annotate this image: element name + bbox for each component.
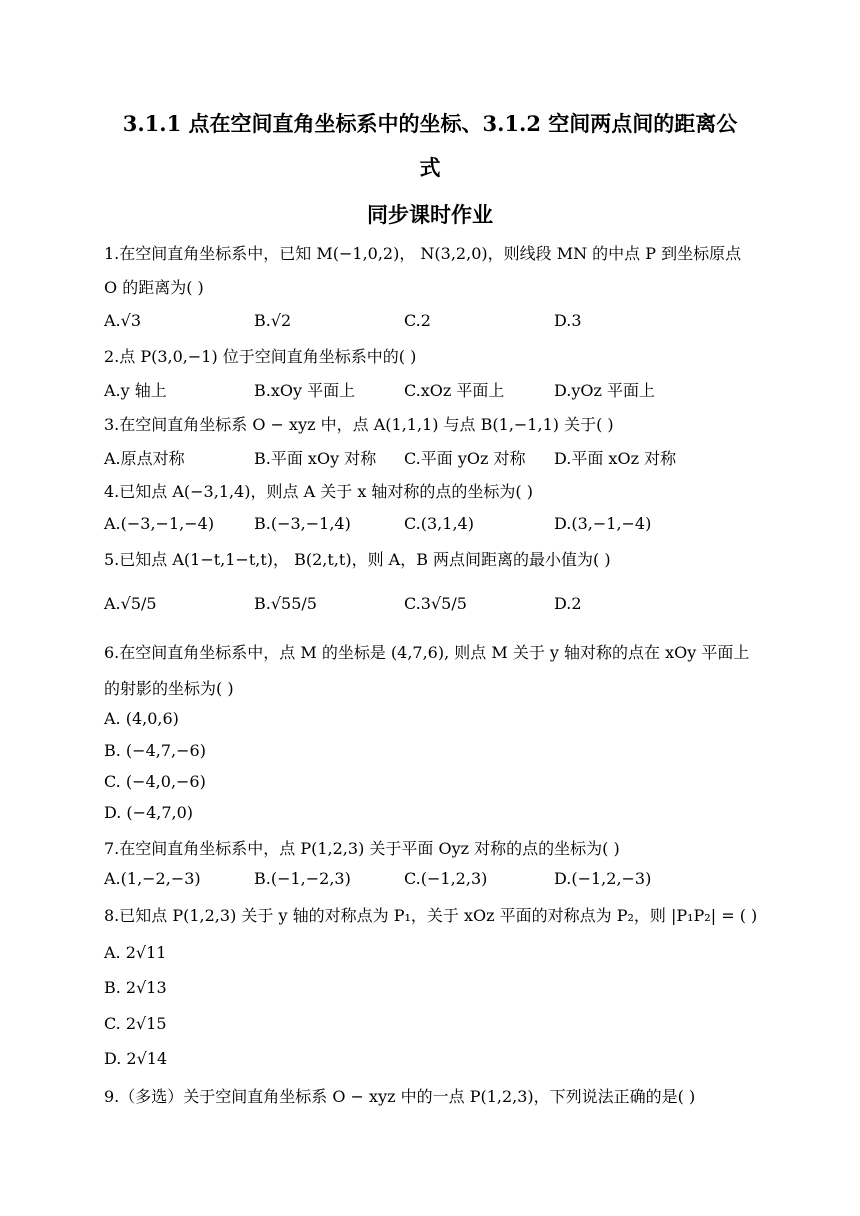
q6-option-a: A. (4,0,6)	[104, 709, 179, 728]
q3-option-b: B.平面 xOy 对称	[254, 449, 377, 468]
q7-stem: 7.在空间直角坐标系中，点 P(1,2,3) 关于平面 Oyz 对称的点的坐标为( )	[104, 839, 620, 858]
q7-option-b: B.(−1,−2,3)	[254, 869, 351, 888]
q1-option-d: D.3	[554, 311, 582, 330]
q1-option-b: B.√2	[254, 311, 292, 330]
q3-option-a: A.原点对称	[104, 449, 185, 468]
q2-stem: 2.点 P(3,0,−1) 位于空间直角坐标系中的( )	[104, 347, 417, 366]
q4-option-b: B.(−3,−1,4)	[254, 514, 351, 533]
q1-stem-line-1: 1.在空间直角坐标系中，已知 M(−1,0,2)， N(3,2,0)，则线段 MN 的中点 P 到坐标原点	[104, 244, 742, 263]
q5-option-d: D.2	[554, 594, 582, 613]
q4-option-a: A.(−3,−1,−4)	[104, 514, 215, 533]
q1-option-a: A.√3	[104, 311, 142, 330]
q4-option-d: D.(3,−1,−4)	[554, 514, 652, 533]
q6-option-d: D. (−4,7,0)	[104, 803, 194, 822]
q5-option-a: A.√5/5	[104, 594, 157, 613]
q8-stem: 8.已知点 P(1,2,3) 关于 y 轴的对称点为 P₁，关于 xOz 平面的对称点为 P₂，则 |P₁P₂| = ( )	[104, 906, 758, 925]
q7-option-c: C.(−1,2,3)	[404, 869, 488, 888]
q5-option-b: B.√55/5	[254, 594, 317, 613]
q6-stem-line-1: 6.在空间直角坐标系中，点 M 的坐标是 (4,7,6), 则点 M 关于 y 轴对称的点在 xOy 平面上	[104, 643, 750, 662]
q3-option-c: C.平面 yOz 对称	[404, 449, 526, 468]
subtitle: 同步课时作业	[367, 202, 493, 227]
q1-option-c: C.2	[404, 311, 431, 330]
q2-option-b: B.xOy 平面上	[254, 381, 356, 400]
q3-stem: 3.在空间直角坐标系 O − xyz 中，点 A(1,1,1) 与点 B(1,−1,1) 关于( )	[104, 415, 614, 434]
q7-option-d: D.(−1,2,−3)	[554, 869, 652, 888]
q9-stem: 9.（多选）关于空间直角坐标系 O − xyz 中的一点 P(1,2,3)，下列说法正确的是( )	[104, 1087, 696, 1106]
q7-option-a: A.(1,−2,−3)	[104, 869, 201, 888]
q6-stem-line-2: 的射影的坐标为( )	[104, 679, 234, 698]
title-line-1: 3.1.1 点在空间直角坐标系中的坐标、3.1.2 空间两点间的距离公	[122, 111, 738, 136]
q8-option-c: C. 2√15	[104, 1014, 167, 1033]
q5-option-c: C.3√5/5	[404, 594, 467, 613]
q2-option-a: A.y 轴上	[104, 381, 167, 400]
q1-stem-line-2: O 的距离为( )	[104, 278, 204, 297]
q6-option-b: B. (−4,7,−6)	[104, 741, 206, 760]
q8-option-b: B. 2√13	[104, 978, 167, 997]
q6-option-c: C. (−4,0,−6)	[104, 772, 206, 791]
q2-option-c: C.xOz 平面上	[404, 381, 505, 400]
q8-option-a: A. 2√11	[104, 943, 167, 962]
q4-option-c: C.(3,1,4)	[404, 514, 474, 533]
q3-option-d: D.平面 xOz 对称	[554, 449, 677, 468]
q5-stem: 5.已知点 A(1−t,1−t,t)， B(2,t,t)，则 A，B 两点间距离的最小值为( )	[104, 550, 611, 569]
q4-stem: 4.已知点 A(−3,1,4)，则点 A 关于 x 轴对称的点的坐标为( )	[104, 482, 534, 501]
title-line-2: 式	[419, 155, 441, 180]
q2-option-d: D.yOz 平面上	[554, 381, 656, 400]
q8-option-d: D. 2√14	[104, 1049, 168, 1068]
